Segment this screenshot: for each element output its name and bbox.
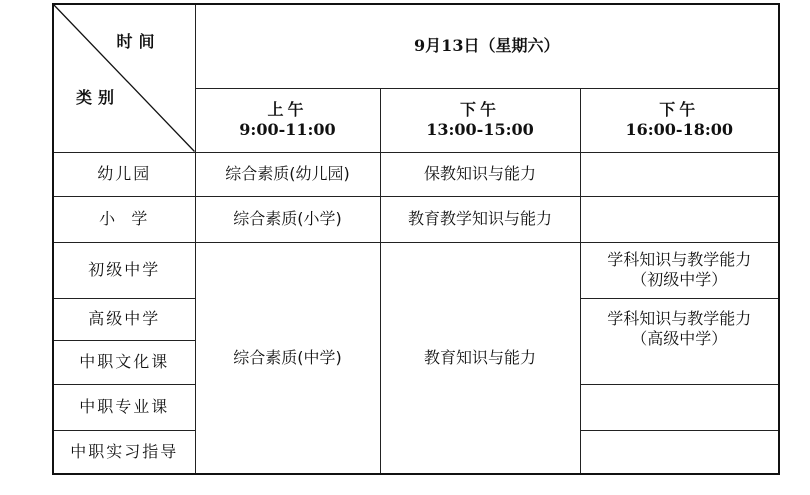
session-2-hours: 13:00-15:00	[426, 120, 534, 139]
table-row	[53, 152, 779, 196]
table-row	[53, 242, 779, 298]
session-1-period: 上午	[267, 100, 308, 119]
session-3-period: 下午	[659, 100, 700, 119]
session-2-period: 下午	[459, 100, 500, 119]
merged-subject-s1: 综合素质(中学)	[195, 242, 380, 474]
corner-category-label: 类别	[76, 88, 121, 107]
session-1-hours: 9:00-11:00	[239, 120, 336, 139]
category-cell: 中职专业课	[53, 384, 195, 430]
subject-cell: 教育教学知识与能力	[380, 196, 580, 242]
subject-cell	[580, 242, 779, 298]
category-cell: 中职实习指导	[53, 430, 195, 474]
table-row	[53, 196, 779, 242]
corner-header-cell	[53, 4, 195, 152]
corner-time-label: 时间	[116, 32, 161, 51]
diagonal-divider	[54, 5, 195, 152]
subject-line: 学科知识与教学能力	[607, 308, 752, 328]
category-cell: 初级中学	[53, 242, 195, 298]
subject-line: （初级中学）	[631, 270, 728, 289]
subject-cell	[580, 196, 779, 242]
category-cell: 小 学	[53, 196, 195, 242]
session-header-2	[380, 88, 580, 152]
exam-date-header: 9月13日（星期六）	[195, 4, 779, 88]
subject-cell	[580, 430, 779, 474]
category-cell: 中职文化课	[53, 340, 195, 384]
exam-schedule-table	[52, 3, 780, 475]
session-header-1	[195, 88, 380, 152]
subject-cell	[580, 298, 779, 384]
category-cell: 幼儿园	[53, 152, 195, 196]
subject-cell: 保教知识与能力	[380, 152, 580, 196]
subject-cell	[580, 152, 779, 196]
subject-cell: 综合素质(幼儿园)	[195, 152, 380, 196]
subject-line: 学科知识与教学能力	[607, 250, 752, 269]
session-3-hours: 16:00-18:00	[625, 120, 733, 139]
subject-line: （高级中学）	[631, 328, 728, 348]
session-header-3	[580, 88, 779, 152]
merged-subject-s2: 教育知识与能力	[380, 242, 580, 474]
subject-cell	[580, 384, 779, 430]
subject-cell: 综合素质(小学)	[195, 196, 380, 242]
category-cell: 高级中学	[53, 298, 195, 340]
